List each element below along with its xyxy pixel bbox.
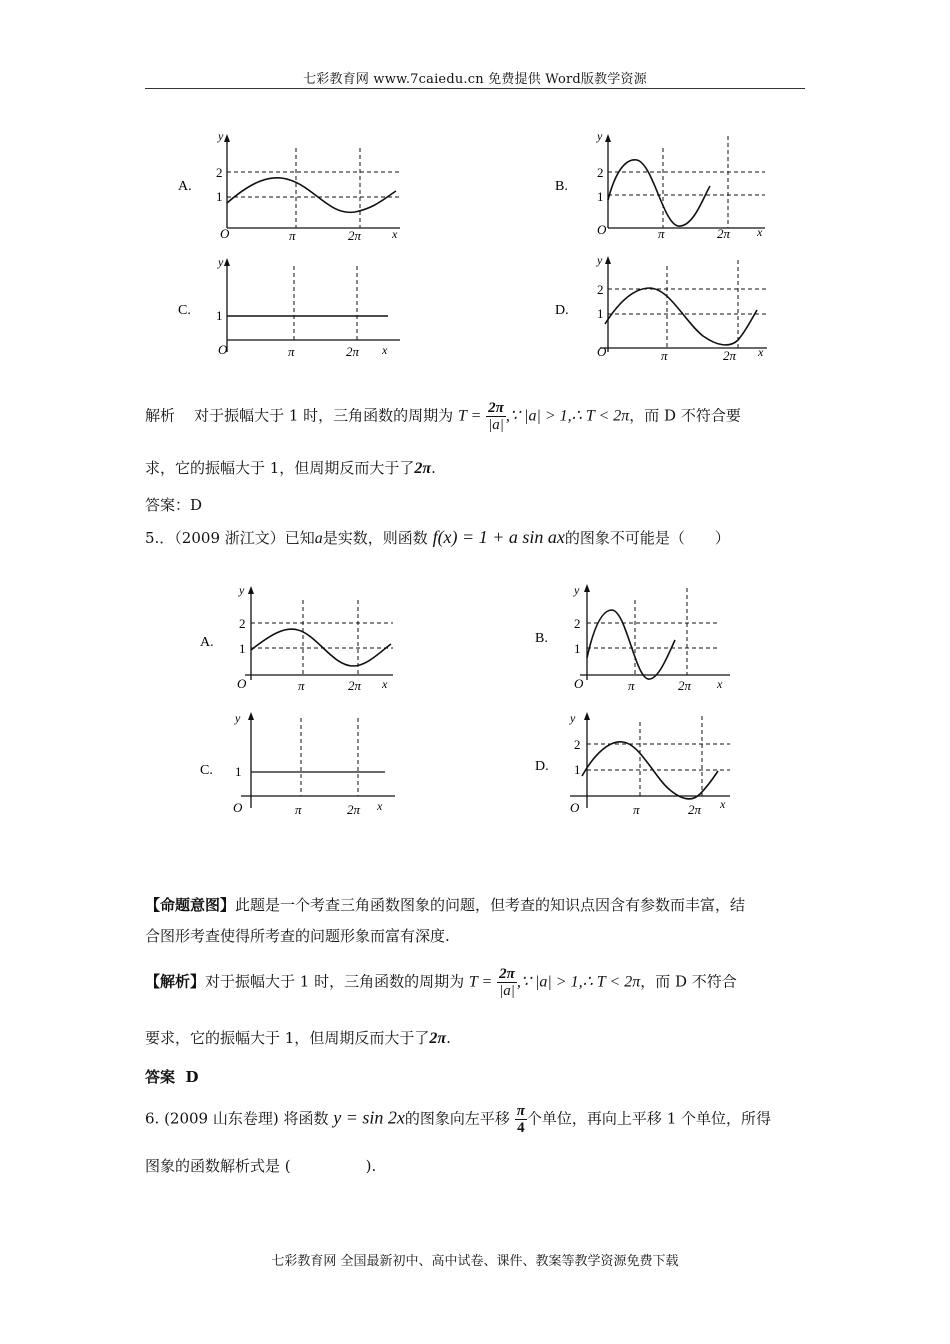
graph-q5-a (195, 580, 415, 695)
svg-text:O: O (233, 800, 243, 815)
svg-text:1: 1 (574, 641, 581, 656)
graph-q5-b (530, 580, 740, 695)
svg-text:O: O (597, 344, 607, 359)
svg-text:2: 2 (239, 616, 246, 631)
svg-text:2π: 2π (678, 678, 692, 693)
svg-text:O: O (237, 676, 247, 691)
svg-text:y: y (239, 583, 245, 597)
svg-text:O: O (218, 342, 228, 357)
svg-text:2: 2 (574, 616, 581, 631)
svg-text:x: x (717, 677, 723, 691)
svg-text:x: x (757, 225, 763, 239)
svg-text:2: 2 (574, 737, 581, 752)
q6-stem-line2: 图象的函数解析式是 ( ). (145, 1157, 377, 1175)
svg-text:x: x (392, 227, 398, 241)
svg-text:1: 1 (597, 306, 604, 321)
option-label-a: A. (178, 179, 192, 194)
option-label-d: D. (555, 303, 569, 318)
option-label-c: C. (200, 763, 213, 778)
graph-q5-d (530, 708, 740, 823)
graph-q5-c (195, 708, 415, 823)
svg-text:2π: 2π (346, 344, 360, 359)
svg-text:y: y (218, 255, 224, 269)
svg-text:x: x (377, 799, 383, 813)
svg-text:x: x (382, 343, 388, 357)
svg-text:π: π (658, 226, 665, 241)
svg-text:2π: 2π (347, 802, 361, 817)
q4-analysis-line2: 求，它的振幅大于 1，但周期反而大于了2π. (145, 459, 436, 477)
svg-text:1: 1 (574, 762, 581, 777)
q5-stem: 5.．（2009 浙江文）已知a是实数，则函数 f(x) = 1 + a sin ax的图象不可能是（ ） (145, 527, 730, 547)
graph-q4-a (170, 128, 410, 243)
svg-text:π: π (289, 228, 296, 243)
svg-text:2π: 2π (723, 348, 737, 363)
q5-analysis-line1: 【解析】对于振幅大于 1 时，三角函数的周期为 T = $\frac{2\pi}{|a|}$ ,∵ |a| > 1,∴ T < 2π，而 D 不符合 (145, 966, 737, 999)
q5-intent-line1: 【命题意图】此题是一个考查三角函数图象的问题，但考查的知识点因含有参数而丰富，结 (145, 896, 746, 914)
svg-text:1: 1 (216, 189, 223, 204)
svg-text:π: π (633, 802, 640, 817)
svg-text:2: 2 (216, 165, 223, 180)
svg-text:π: π (628, 678, 635, 693)
svg-text:1: 1 (597, 189, 604, 204)
svg-text:x: x (720, 797, 726, 811)
fraction-pi-over-4: $\frac{\pi}{4}$ (516, 1103, 525, 1136)
svg-text:y: y (574, 583, 580, 597)
svg-text:1: 1 (216, 308, 223, 323)
svg-text:2: 2 (597, 165, 604, 180)
svg-text:y: y (570, 711, 576, 725)
q6-stem-line1: 6. (2009 山东卷理) 将函数 y = sin 2x的图象向左平移 $\frac{\pi}{4}$ 个单位，再向上平移 1 个单位，所得 (145, 1103, 772, 1136)
option-label-d: D. (535, 759, 549, 774)
option-label-a: A. (200, 635, 214, 650)
svg-text:O: O (220, 226, 230, 241)
option-label-b: B. (555, 179, 568, 194)
svg-text:2: 2 (597, 282, 604, 297)
option-label-c: C. (178, 303, 191, 318)
svg-text:O: O (570, 800, 580, 815)
graph-q4-d (545, 252, 785, 367)
svg-text:π: π (661, 348, 668, 363)
svg-text:O: O (597, 222, 607, 237)
q4-answer: 答案：D (145, 496, 203, 514)
svg-text:π: π (298, 678, 305, 693)
page-header: 七彩教育网 www.7caiedu.cn 免费提供 Word版教学资源 (303, 72, 647, 87)
svg-text:y: y (597, 129, 603, 143)
q5-analysis-line2: 要求，它的振幅大于 1，但周期反而大于了2π. (145, 1029, 451, 1047)
option-label-b: B. (535, 631, 548, 646)
fraction-2pi-over-a: $\frac{2\pi}{|a|}$ (499, 966, 515, 999)
q5-answer: 答案 D (145, 1068, 199, 1086)
fraction-2pi-over-a: $\frac{2\pi}{|a|}$ (488, 400, 504, 433)
svg-text:y: y (218, 129, 224, 143)
q5-intent-line2: 合图形考查使得所考查的问题形象而富有深度. (145, 927, 450, 945)
svg-text:x: x (382, 677, 388, 691)
svg-text:1: 1 (239, 641, 246, 656)
svg-text:1: 1 (235, 764, 242, 779)
svg-text:π: π (288, 344, 295, 359)
svg-text:2π: 2π (348, 228, 362, 243)
header-rule (145, 88, 805, 89)
svg-text:π: π (295, 802, 302, 817)
graph-q4-c (170, 252, 410, 367)
svg-text:O: O (574, 676, 584, 691)
q4-analysis-line1: 解析 对于振幅大于 1 时，三角函数的周期为 T = $\frac{2\pi}{|a|}$ ,∵ |a| > 1,∴ T < 2π，而 D 不符合要 (145, 400, 741, 433)
svg-text:y: y (597, 253, 603, 267)
graph-q4-b (545, 128, 785, 243)
svg-text:2π: 2π (717, 226, 731, 241)
svg-text:y: y (235, 711, 241, 725)
svg-text:2π: 2π (688, 802, 702, 817)
svg-text:x: x (758, 345, 764, 359)
page-footer: 七彩教育网 全国最新初中、高中试卷、课件、教案等教学资源免费下载 (271, 1254, 679, 1269)
svg-text:2π: 2π (348, 678, 362, 693)
